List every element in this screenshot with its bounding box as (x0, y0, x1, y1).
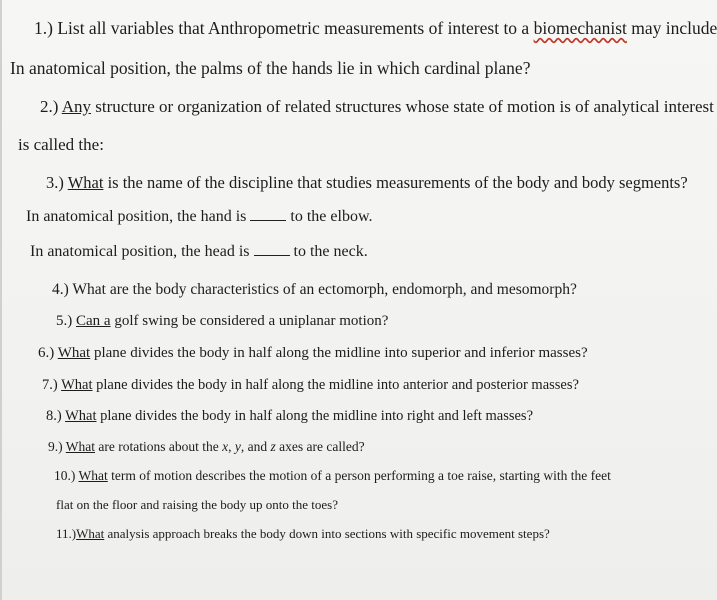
q3b-answer-blank (250, 219, 286, 221)
q3c-text-b: to the neck. (293, 243, 368, 260)
question-1 (34, 20, 717, 38)
q11-underlined-word: What (76, 526, 105, 541)
q9-sep1: , (228, 439, 235, 454)
q1-text-b: may include (626, 18, 717, 38)
question-10 (54, 469, 611, 483)
question-8 (46, 409, 533, 424)
q4-number: 4.) (52, 281, 69, 298)
question-3-head (30, 244, 368, 260)
question-1-continued (10, 60, 530, 78)
question-10-continued (56, 498, 338, 511)
question-5 (56, 314, 388, 329)
q4-text: What are the body characteristics of an ectomorph, endomorph, and mesomorph? (72, 281, 577, 298)
question-3-hand (26, 209, 372, 225)
q6-underlined-word: What (57, 345, 91, 361)
q3b-text-a: In anatomical position, the hand is (26, 208, 247, 225)
q9-text-a: are rotations about the (95, 439, 223, 454)
question-2 (40, 98, 714, 115)
q7-text: plane divides the body in half along the midline into anterior and posterior masses? (92, 377, 579, 393)
q10-text: term of motion describes the motion of a person performing a toe raise, starting with the feet (107, 468, 611, 483)
q3b-text-b: to the elbow. (290, 208, 373, 225)
q9-number: 9.) (48, 439, 63, 454)
q8-number: 8.) (46, 408, 62, 424)
q3-number: 3.) (46, 173, 64, 192)
q3-text: is the name of the discipline that studies measurements of the body and body segments? (103, 173, 688, 192)
q9-underlined-word: What (65, 439, 96, 454)
q9-text-b: axes are called? (275, 439, 365, 454)
q11-text: analysis approach breaks the body down into sections with specific movement steps? (104, 526, 550, 541)
q1-number: 1.) (34, 18, 53, 38)
q1-spellcheck-word: biomechanist (533, 18, 627, 38)
q7-underlined-word: What (61, 377, 93, 393)
question-7 (42, 378, 579, 393)
q1-text-a: List all variables that Anthropometric measurements of interest to a (57, 18, 534, 38)
q9-axis-y: y (234, 439, 241, 454)
q2b-text: is called the: (18, 135, 104, 154)
q3c-text-a: In anatomical position, the head is (30, 243, 250, 260)
q2-underlined-word: Any (61, 97, 92, 116)
q9-axis-x: x (222, 439, 229, 454)
q6-number: 6.) (38, 345, 55, 361)
question-4 (52, 282, 577, 298)
q10-underlined-word: What (78, 468, 108, 483)
q10-number: 10.) (54, 468, 76, 483)
q6-text: plane divides the body in half along the midline into superior and inferior masses? (90, 345, 588, 361)
q9-sep2: , and (240, 439, 271, 454)
question-2-continued (18, 136, 104, 153)
page-left-edge (0, 0, 2, 600)
q2-text: structure or organization of related structures whose state of motion is of analytical interest (91, 97, 714, 116)
q11-number: 11.) (56, 526, 77, 541)
question-11 (56, 527, 550, 540)
q7-number: 7.) (42, 377, 58, 393)
q5-number: 5.) (56, 313, 73, 329)
question-3 (46, 175, 688, 192)
q9-axis-z: z (270, 439, 276, 454)
q3-underlined-word: What (67, 173, 104, 192)
q8-underlined-word: What (65, 408, 97, 424)
question-9 (48, 440, 365, 454)
q5-underlined-word: Can a (76, 313, 111, 329)
q3c-answer-blank (254, 254, 290, 256)
q10b-text: flat on the floor and raising the body up onto the toes? (56, 497, 338, 512)
question-6 (38, 346, 588, 361)
q8-text: plane divides the body in half along the midline into right and left masses? (96, 408, 534, 424)
q2-number: 2.) (40, 97, 59, 116)
q5-text: golf swing be considered a uniplanar motion? (110, 313, 389, 329)
q1b-text: In anatomical position, the palms of the hands lie in which cardinal plane? (10, 58, 531, 78)
